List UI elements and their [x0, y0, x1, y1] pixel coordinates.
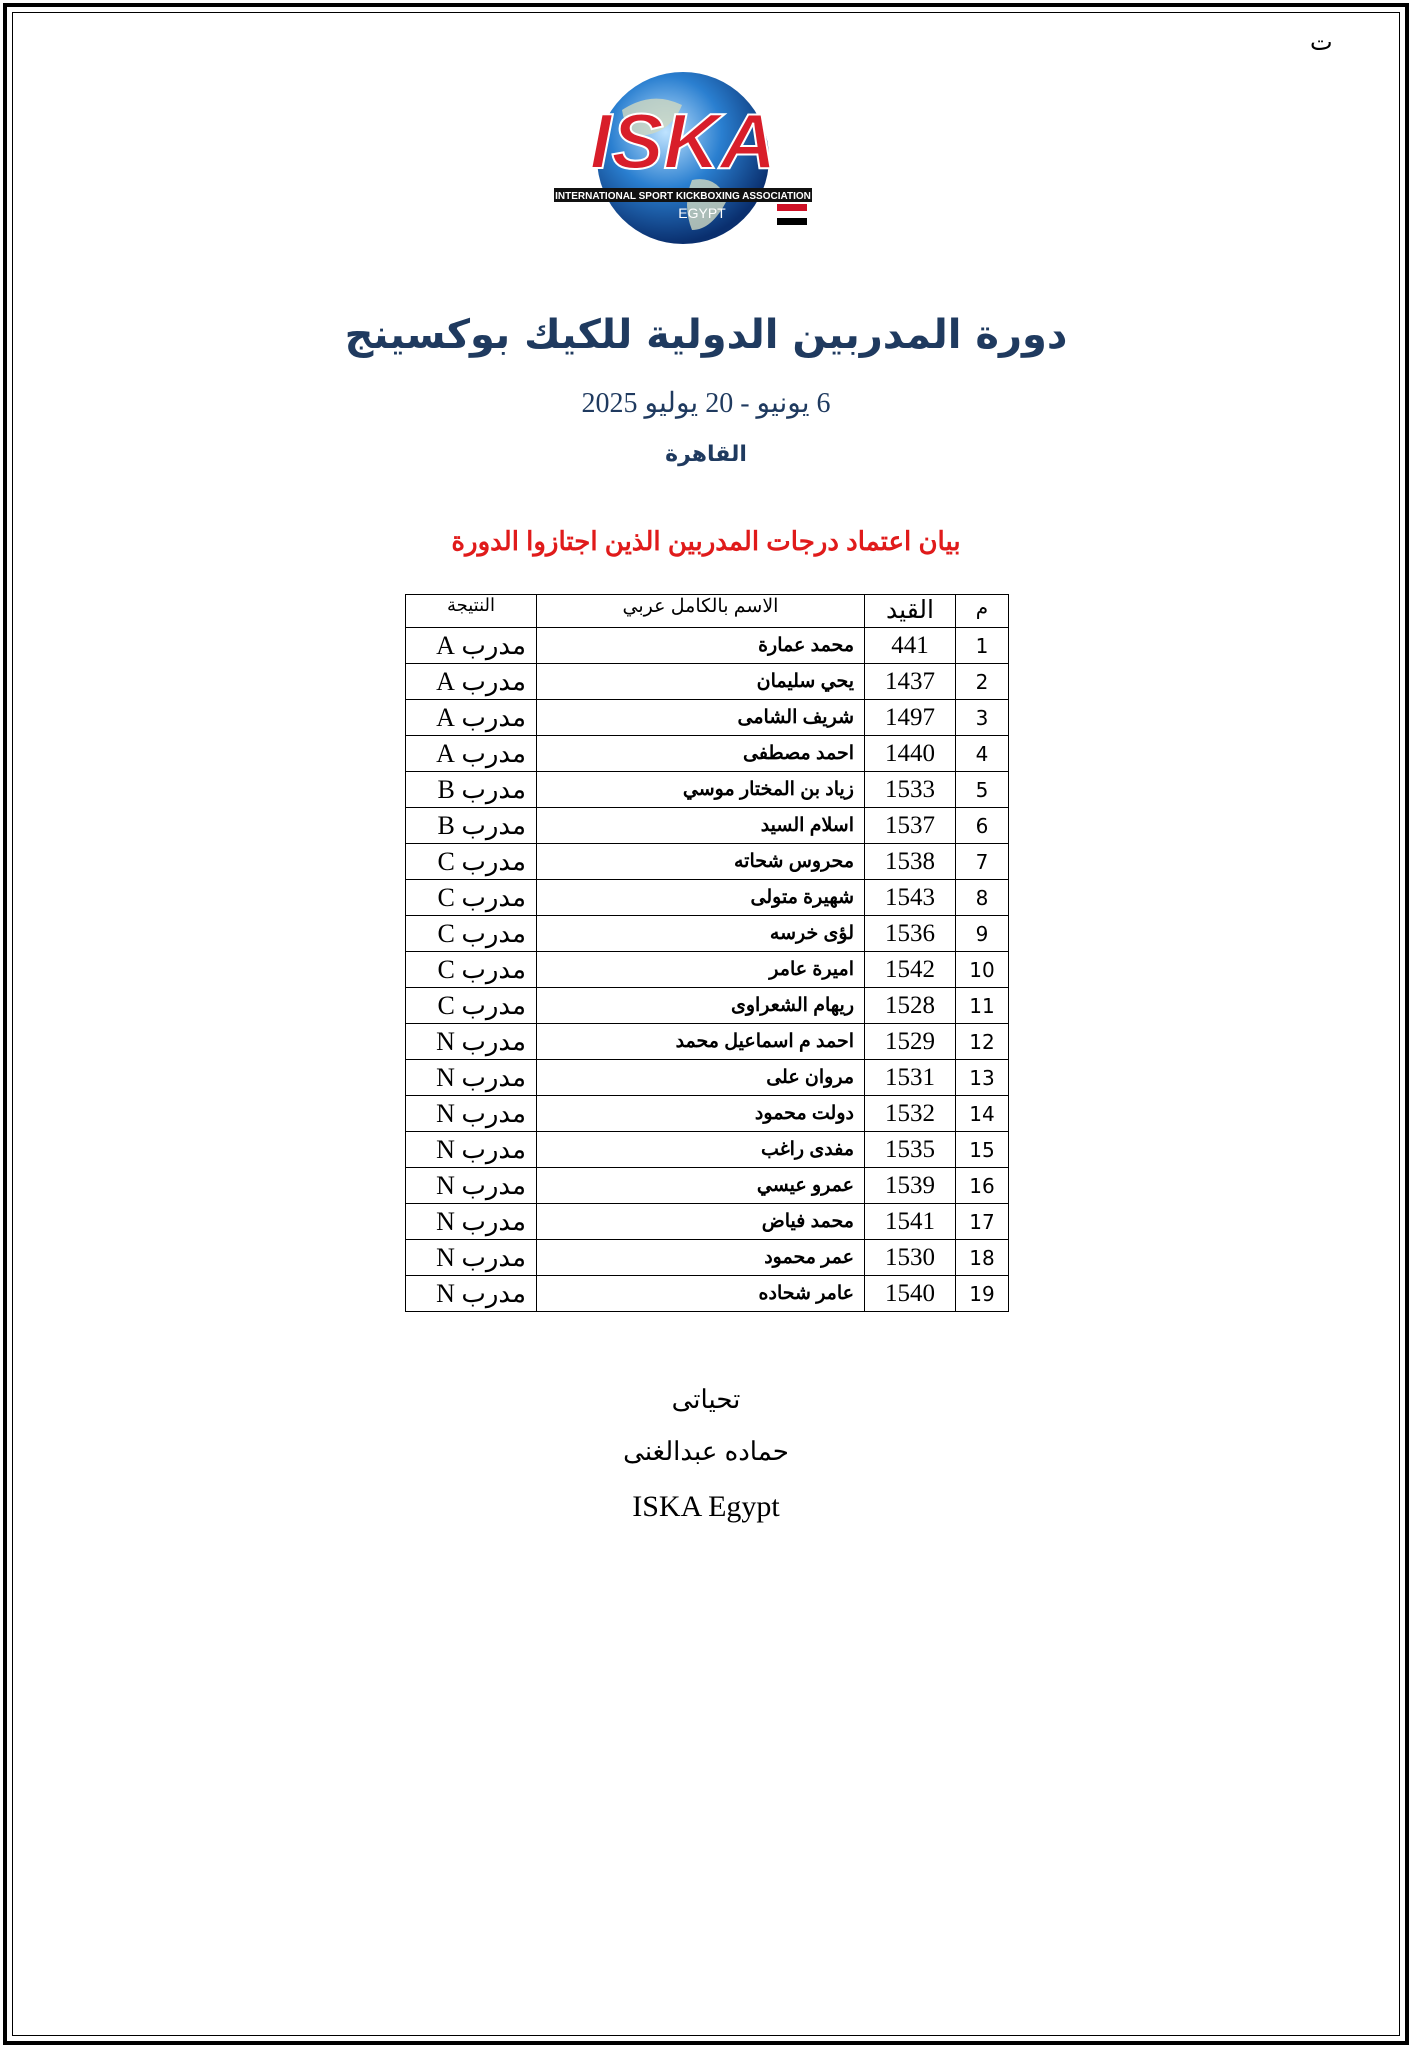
registration-id: 1440 — [865, 736, 956, 772]
trainee-name: عمرو عيسي — [537, 1168, 865, 1204]
registration-id: 1528 — [865, 988, 956, 1024]
course-title: دورة المدربين الدولية للكيك بوكسينج — [344, 312, 1068, 358]
table-row — [406, 1132, 1009, 1168]
result-grade: مدرب N — [406, 1132, 537, 1168]
corner-mark: ت — [1310, 28, 1333, 56]
results-heading: بيان اعتماد درجات المدربين الذين اجتازوا الدورة — [451, 526, 961, 556]
result-grade: مدرب A — [406, 628, 537, 664]
registration-id: 1537 — [865, 808, 956, 844]
table-row — [406, 1168, 1009, 1204]
row-number: 15 — [956, 1132, 1009, 1168]
row-number: 4 — [956, 736, 1009, 772]
row-number: 2 — [956, 664, 1009, 700]
row-number: 12 — [956, 1024, 1009, 1060]
registration-id: 1535 — [865, 1132, 956, 1168]
result-grade: مدرب B — [406, 772, 537, 808]
signatory-name: حماده عبدالغنى — [623, 1436, 789, 1466]
course-dates: 6 يونيو - 20 يوليو 2025 — [581, 388, 831, 419]
result-grade: مدرب C — [406, 916, 537, 952]
registration-id: 1530 — [865, 1240, 956, 1276]
result-grade: مدرب N — [406, 1240, 537, 1276]
organization-name: ISKA Egypt — [632, 1490, 780, 1523]
result-grade: مدرب N — [406, 1096, 537, 1132]
result-grade: مدرب N — [406, 1168, 537, 1204]
result-grade: مدرب N — [406, 1060, 537, 1096]
trainee-name: احمد م اسماعيل محمد — [537, 1024, 865, 1060]
registration-id: 441 — [865, 628, 956, 664]
row-number: 18 — [956, 1240, 1009, 1276]
trainee-name: شهيرة متولى — [537, 880, 865, 916]
table-row — [406, 952, 1009, 988]
result-grade: مدرب C — [406, 952, 537, 988]
row-number: 10 — [956, 952, 1009, 988]
registration-id: 1531 — [865, 1060, 956, 1096]
registration-id: 1529 — [865, 1024, 956, 1060]
registration-id: 1542 — [865, 952, 956, 988]
closing-greeting: تحياتى — [671, 1384, 741, 1414]
table-row — [406, 844, 1009, 880]
svg-text:ISKA: ISKA — [589, 97, 777, 185]
trainee-name: اميرة عامر — [537, 952, 865, 988]
trainee-name: زياد بن المختار موسي — [537, 772, 865, 808]
row-number: 9 — [956, 916, 1009, 952]
result-grade: مدرب C — [406, 988, 537, 1024]
table-row — [406, 1276, 1009, 1312]
course-city: القاهرة — [665, 442, 747, 467]
trainee-name: لؤى خرسه — [537, 916, 865, 952]
row-number: 6 — [956, 808, 1009, 844]
egypt-flag-icon — [777, 204, 807, 225]
table-row — [406, 1060, 1009, 1096]
registration-id: 1543 — [865, 880, 956, 916]
row-number: 19 — [956, 1276, 1009, 1312]
header-id: القيد — [865, 595, 956, 628]
trainee-name: اسلام السيد — [537, 808, 865, 844]
row-number: 11 — [956, 988, 1009, 1024]
table-row — [406, 1204, 1009, 1240]
registration-id: 1536 — [865, 916, 956, 952]
table-row — [406, 808, 1009, 844]
trainee-name: يحي سليمان — [537, 664, 865, 700]
trainee-name: محروس شحاته — [537, 844, 865, 880]
registration-id: 1437 — [865, 664, 956, 700]
row-number: 17 — [956, 1204, 1009, 1240]
row-number: 3 — [956, 700, 1009, 736]
table-row — [406, 1024, 1009, 1060]
result-grade: مدرب C — [406, 844, 537, 880]
trainee-name: احمد مصطفى — [537, 736, 865, 772]
registration-id: 1538 — [865, 844, 956, 880]
result-grade: مدرب N — [406, 1276, 537, 1312]
registration-id: 1540 — [865, 1276, 956, 1312]
table-row — [406, 736, 1009, 772]
row-number: 5 — [956, 772, 1009, 808]
header-name: الاسم بالكامل عربي — [537, 595, 865, 628]
registration-id: 1532 — [865, 1096, 956, 1132]
registration-id: 1539 — [865, 1168, 956, 1204]
trainee-name: عمر محمود — [537, 1240, 865, 1276]
result-grade: مدرب N — [406, 1024, 537, 1060]
row-number: 13 — [956, 1060, 1009, 1096]
result-grade: مدرب C — [406, 880, 537, 916]
trainee-name: شريف الشامى — [537, 700, 865, 736]
svg-text:EGYPT: EGYPT — [678, 205, 726, 221]
table-header-row — [406, 595, 1009, 628]
registration-id: 1541 — [865, 1204, 956, 1240]
table-row — [406, 1240, 1009, 1276]
result-grade: مدرب A — [406, 736, 537, 772]
table-row — [406, 664, 1009, 700]
result-grade: مدرب N — [406, 1204, 537, 1240]
trainee-name: ريهام الشعراوى — [537, 988, 865, 1024]
result-grade: مدرب B — [406, 808, 537, 844]
table-row — [406, 628, 1009, 664]
table-row — [406, 1096, 1009, 1132]
trainee-name: دولت محمود — [537, 1096, 865, 1132]
result-grade: مدرب A — [406, 664, 537, 700]
trainee-name: مفدى راغب — [537, 1132, 865, 1168]
table-row — [406, 772, 1009, 808]
row-number: 1 — [956, 628, 1009, 664]
table-row — [406, 916, 1009, 952]
header-result: النتيجة — [406, 595, 537, 628]
trainee-name: محمد عمارة — [537, 628, 865, 664]
iska-egypt-logo — [552, 70, 814, 250]
table-row — [406, 700, 1009, 736]
row-number: 8 — [956, 880, 1009, 916]
svg-text:INTERNATIONAL SPORT KICKBOXING: INTERNATIONAL SPORT KICKBOXING ASSOCIATION — [555, 191, 811, 202]
row-number: 7 — [956, 844, 1009, 880]
registration-id: 1497 — [865, 700, 956, 736]
table-row — [406, 988, 1009, 1024]
results-table — [405, 594, 1009, 1312]
row-number: 16 — [956, 1168, 1009, 1204]
trainee-name: عامر شحاده — [537, 1276, 865, 1312]
result-grade: مدرب A — [406, 700, 537, 736]
row-number: 14 — [956, 1096, 1009, 1132]
header-m: م — [956, 595, 1009, 628]
trainee-name: محمد فياض — [537, 1204, 865, 1240]
registration-id: 1533 — [865, 772, 956, 808]
trainee-name: مروان على — [537, 1060, 865, 1096]
table-row — [406, 880, 1009, 916]
